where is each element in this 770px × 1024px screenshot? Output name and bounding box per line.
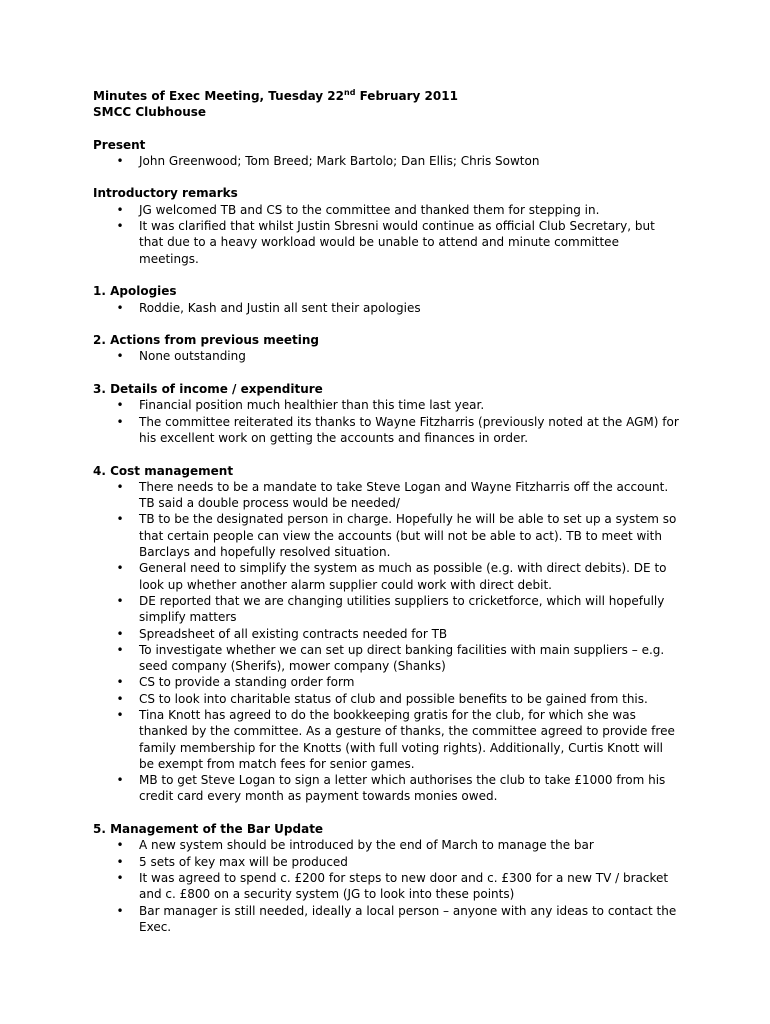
bullet-icon: • [116,642,124,657]
list-item [93,870,680,903]
bullet-list [93,300,680,316]
list-item-text: A new system should be introduced by the end of March to manage the bar [139,838,594,853]
list-item [93,414,680,447]
minutes-sections [93,137,680,936]
list-item [93,626,680,642]
section-apologies [93,283,680,316]
bullet-icon: • [116,300,124,315]
list-item-text: CS to look into charitable status of club and possible benefits to be gained from this. [139,691,648,706]
list-item-text: Roddie, Kash and Justin all sent their apologies [139,300,421,315]
list-item-text: Tina Knott has agreed to do the bookkeeping gratis for the club, for which she was thanked by the committee. As a gesture of thanks, the committee agreed to provide free family membership for the Knotts (with full voting rights). Additionally, Curtis Knott will be exempt from match fees for senior games. [139,707,675,771]
list-item-text: Financial position much healthier than this time last year. [139,398,485,413]
list-item [93,772,680,805]
section-bar [93,821,680,935]
list-item-text: Bar manager is still needed, ideally a local person – anyone with any ideas to contact the Exec. [139,903,677,934]
section-heading: 5. Management of the Bar Update [93,822,324,837]
bullet-list [93,348,680,364]
bullet-list [93,397,680,446]
document-location: SMCC Clubhouse [93,105,207,120]
bullet-icon: • [116,561,124,576]
list-item-text: None outstanding [139,349,246,364]
bullet-icon: • [116,512,124,527]
bullet-icon: • [116,838,124,853]
bullet-icon: • [116,707,124,722]
bullet-icon: • [116,626,124,641]
title-superscript: nd [344,88,356,97]
section-income [93,381,680,446]
list-item [93,707,680,772]
bullet-icon: • [116,349,124,364]
list-item-text: To investigate whether we can set up direct banking facilities with main suppliers – e.g. seed company (Sherifs), mower company (Shanks) [139,642,665,674]
bullet-icon: • [116,398,124,413]
bullet-icon: • [116,219,124,234]
list-item-text: John Greenwood; Tom Breed; Mark Bartolo; Dan Ellis; Chris Sowton [139,153,540,168]
list-item [93,300,680,316]
section-cost [93,463,680,805]
list-item [93,202,680,218]
bullet-icon: • [116,773,124,788]
bullet-icon: • [116,903,124,918]
list-item [93,691,680,707]
bullet-list [93,202,680,267]
section-present [93,137,680,170]
bullet-icon: • [116,854,124,869]
list-item [93,593,680,626]
list-item-text: MB to get Steve Logan to sign a letter which authorises the club to take £1000 from his credit card every month as payment towards monies owed. [139,773,666,804]
list-item [93,837,680,853]
bullet-icon: • [116,675,124,690]
bullet-icon: • [116,414,124,429]
title-suffix: February 2011 [355,89,458,103]
document-title [93,88,680,104]
list-item [93,479,680,512]
document-header [93,88,680,121]
list-item [93,511,680,560]
bullet-icon: • [116,593,124,608]
list-item-text: JG welcomed TB and CS to the committee and thanked them for stepping in. [139,202,600,217]
bullet-icon: • [116,479,124,494]
section-heading: 4. Cost management [93,463,234,478]
list-item-text: General need to simplify the system as much as possible (e.g. with direct debits). DE to look up whether another alarm supplier could work with direct debit. [139,561,667,592]
list-item [93,348,680,364]
section-heading: 3. Details of income / expenditure [93,382,323,397]
section-heading: 2. Actions from previous meeting [93,333,319,348]
section-intro [93,185,680,266]
bullet-icon: • [116,691,124,706]
list-item-text: The committee reiterated its thanks to Wayne Fitzharris (previously noted at the AGM) for his excellent work on getting the accounts and finances in order. [139,414,679,445]
section-heading: Introductory remarks [93,186,238,201]
list-item [93,153,680,169]
bullet-icon: • [116,202,124,217]
list-item-text: It was agreed to spend c. £200 for steps to new door and c. £300 for a new TV / bracket and c. £800 on a security system (JG to look into these points) [139,870,669,902]
list-item-text: There needs to be a mandate to take Steve Logan and Wayne Fitzharris off the account. TB said a double process would be needed/ [139,479,669,511]
list-item-text: DE reported that we are changing utilities suppliers to cricketforce, which will hopefully simplify matters [139,593,665,625]
list-item-text: Spreadsheet of all existing contracts needed for TB [139,626,448,641]
list-item [93,903,680,936]
list-item-text: It was clarified that whilst Justin Sbresni would continue as official Club Secretary, but that due to a heavy workload would be unable to attend and minute committee meetings. [139,219,655,266]
bullet-list [93,153,680,169]
section-heading: 1. Apologies [93,284,177,299]
list-item [93,674,680,690]
title-prefix: Minutes of Exec Meeting, Tuesday 22 [93,89,344,103]
section-heading: Present [93,137,146,152]
bullet-icon: • [116,153,124,168]
list-item [93,642,680,675]
section-actions [93,332,680,365]
list-item [93,854,680,870]
list-item-text: TB to be the designated person in charge. Hopefully he will be able to set up a system so that certain people can view the accounts (but will not be able to act). TB to meet with Barclays and hopefully resolved situation. [139,512,677,560]
bullet-list [93,479,680,805]
list-item-text: 5 sets of key max will be produced [139,854,348,869]
bullet-icon: • [116,870,124,885]
list-item-text: CS to provide a standing order form [139,675,355,690]
list-item [93,218,680,267]
list-item [93,397,680,413]
bullet-list [93,837,680,935]
list-item [93,560,680,593]
